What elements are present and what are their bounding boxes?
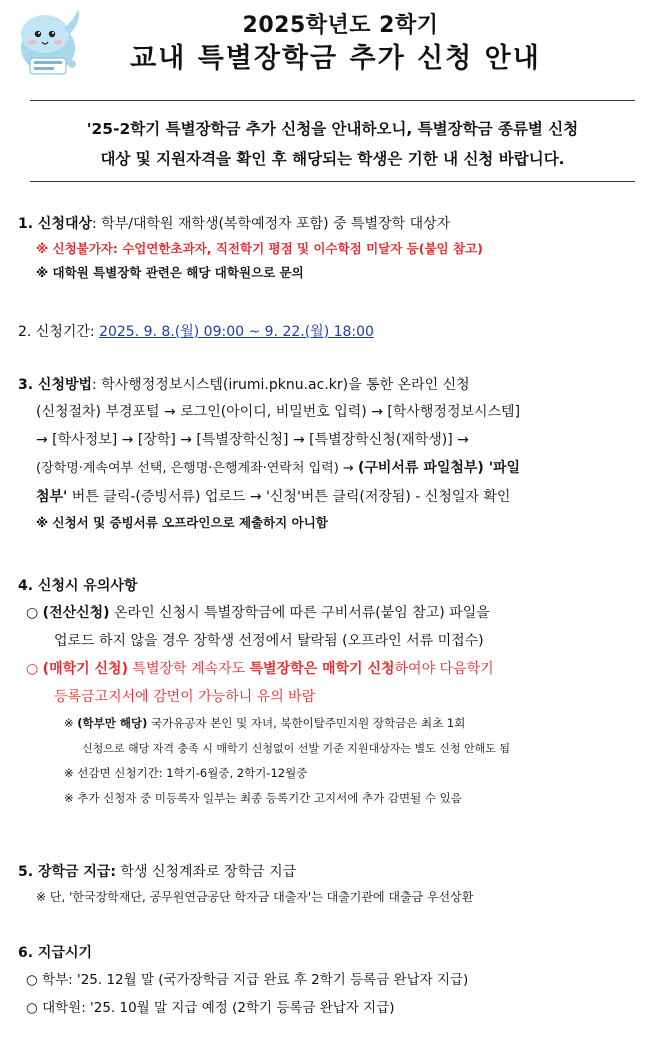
- section-text: 학생 신청계좌로 장학금 지급: [116, 864, 297, 880]
- bullet-bold: (전산신청): [42, 605, 110, 621]
- section-text: : 학부/대학원 재학생(복학예정자 포함) 중 특별장학 대상자: [92, 216, 451, 232]
- colon: :: [89, 324, 100, 340]
- section-text: : 학사행정정보시스템(irumi.pknu.ac.kr)을 통한 온라인 신청: [92, 377, 470, 393]
- procedure-bold: (구비서류 파일첨부) '파일: [357, 460, 521, 476]
- bullet-bold2: 특별장학은 매학기 신청: [249, 661, 395, 677]
- bullet-text: 특별장학 계속자도: [127, 661, 250, 677]
- section-cautions: [18, 573, 643, 811]
- divider-bottom: [30, 181, 635, 182]
- section-heading: 3. 신청방법: [18, 377, 93, 393]
- bullet-text-cont: 업로드 하지 않을 경우 장학생 선정에서 탈락됨 (오프라인 서류 미접수): [54, 633, 484, 649]
- intro-box: [30, 114, 635, 174]
- undergrad-payment: ○ 학부: '25. 12월 말 (국가장학금 지급 완료 후 2학기 등록금 완납자 지급): [26, 972, 469, 988]
- procedure-line1: (신청절차) 부경포털 → 로그인(아이디, 비밀번호 입력) → [학사행정정보시스템]: [36, 404, 521, 420]
- note-text: 국가유공자 본인 및 자녀, 북한이탈주민지원 장학금은 최초 1회: [147, 716, 466, 730]
- bullet-text: 온라인 신청시 특별장학금에 따른 구비서류(붙임 참고) 파일을: [109, 605, 490, 621]
- grad-payment: ○ 대학원: '25. 10월 말 지급 예정 (2학기 등록금 완납자 지급): [26, 1000, 395, 1016]
- note-bold: (학부만 해당): [77, 716, 148, 730]
- intro-line2: 대상 및 지원자격을 확인 후 해당되는 학생은 기한 내 신청 바랍니다.: [100, 150, 565, 168]
- note-unregistered: ※ 추가 신청자 중 미등록자 일부는 최종 등록기간 고지서에 추가 감면될 수 있음: [64, 791, 462, 805]
- bullet-bold: (매학기 신청): [42, 661, 128, 677]
- page-title: 교내 특별장학금 추가 신청 안내: [130, 43, 541, 74]
- section-apply-method: [18, 372, 643, 535]
- procedure-bold2: 첨부': [36, 489, 68, 505]
- bullet-text-cont: 등록금고지서에 감면이 가능하니 유의 바람: [54, 689, 316, 705]
- section-heading: 4. 신청시 유의사항: [18, 578, 138, 594]
- loan-note: ※ 단, '한국장학재단, 공무원연금공단 학자금 대출자'는 대출기관에 대출금 우선상환: [36, 890, 474, 904]
- note-mark: ※: [64, 716, 74, 730]
- section-heading: 5. 장학금 지급:: [18, 864, 117, 880]
- apply-period-link[interactable]: 2025. 9. 8.(월) 09:00 ~ 9. 22.(월) 18:00: [99, 324, 374, 340]
- circle-bullet: ○: [26, 605, 39, 621]
- divider-top: [30, 100, 635, 101]
- note-text-cont: 신청으로 해당 자격 충족 시 매학기 신청없이 선발 기준 지원대상자는 별도 신청 안해도 됨: [82, 742, 510, 755]
- section-heading: 2. 신청기간: [18, 324, 90, 340]
- section-payment-time: [18, 940, 643, 1022]
- section-heading: 1. 신청대상: [18, 216, 93, 232]
- offline-note: ※ 신청서 및 증빙서류 오프라인으로 제출하지 아니함: [36, 515, 328, 530]
- section-payment: [18, 859, 643, 910]
- title-line1: 2025학년도 2학기: [242, 13, 439, 38]
- section-apply-target: [18, 211, 643, 285]
- procedure-line2: → [학사정보] → [장학] → [특별장학신청] → [특별장학신청(재학생)] →: [36, 432, 469, 448]
- procedure-line3: (장학명·계속여부 선택, 은행명·은행계좌·연락처 입력) →: [36, 461, 358, 476]
- procedure-line4: 버튼 클릭-(증빙서류) 업로드 → '신청'버튼 클릭(저장됨) - 신청일자 확인: [67, 489, 511, 505]
- section-apply-period: [18, 319, 643, 345]
- intro-line1: '25-2학기 특별장학금 추가 신청을 안내하오니, 특별장학금 종류별 신청: [86, 120, 579, 138]
- note-period: ※ 선감면 신청기간: 1학기-6월중, 2학기-12월중: [64, 766, 308, 780]
- bullet-text2: 하여야 다음학기: [394, 661, 494, 677]
- grad-note: ※ 대학원 특별장학 관련은 해당 대학원으로 문의: [36, 265, 304, 280]
- circle-bullet: ○: [26, 661, 39, 677]
- section-heading: 6. 지급시기: [18, 945, 93, 961]
- ineligible-note: ※ 신청불가자: 수업연한초과자, 직전학기 평점 및 이수학점 미달자 등(붙임 참고): [36, 241, 483, 256]
